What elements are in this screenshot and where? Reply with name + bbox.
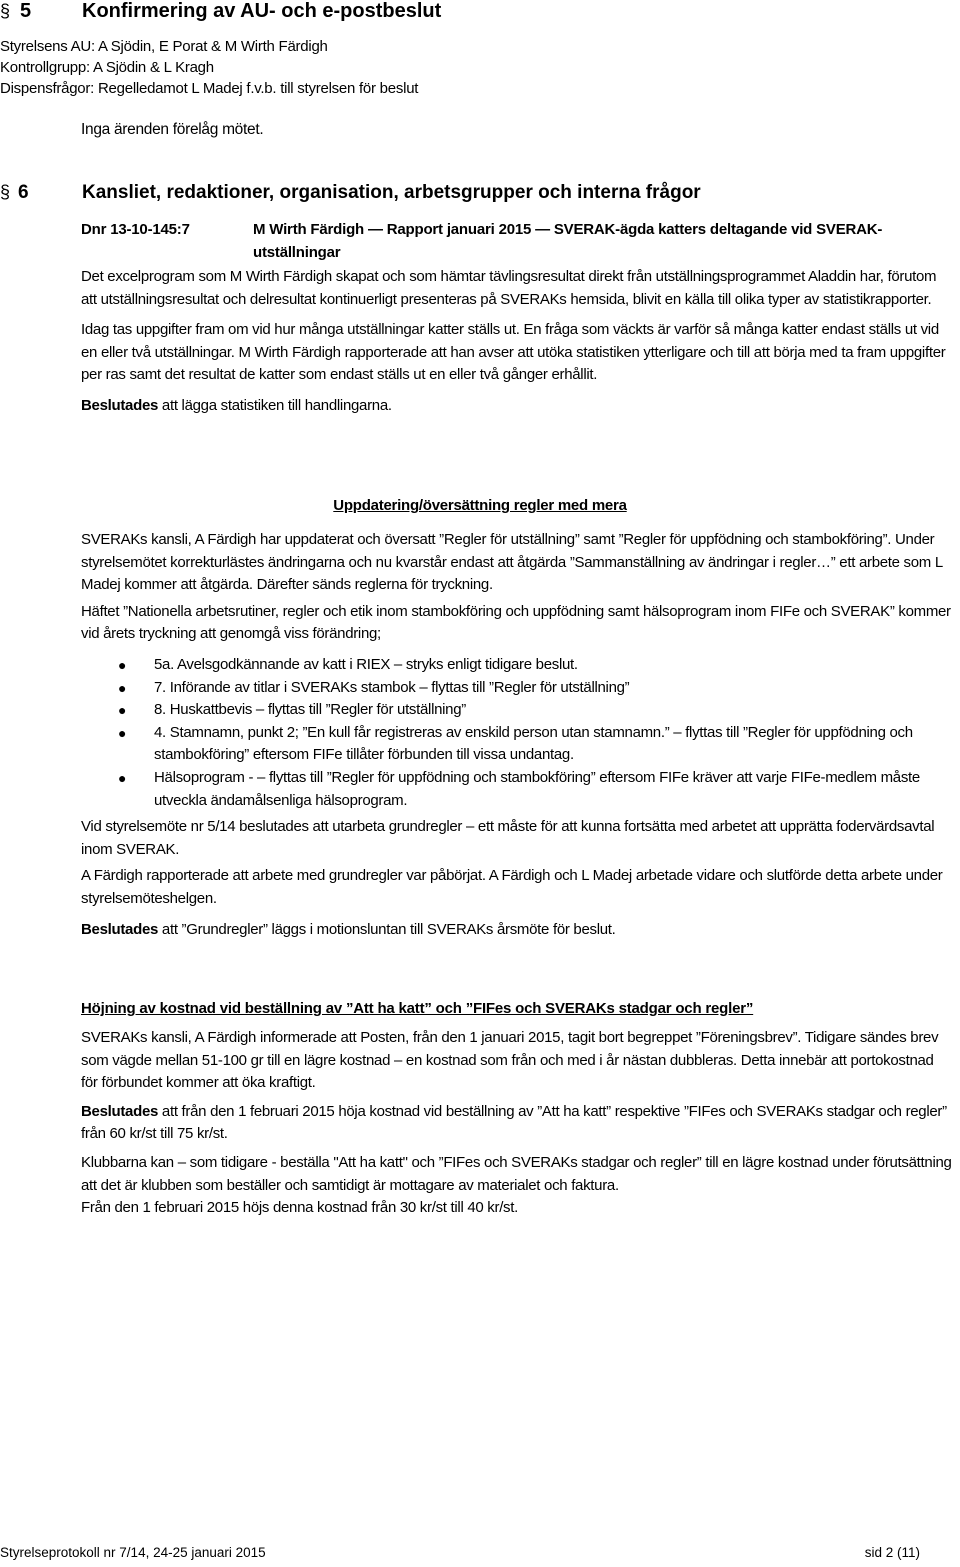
section-5-meta [0,36,418,99]
paragraph: SVERAKs kansli, A Färdigh har uppdaterat och översatt ”Regler för utställning” samt ”Regler för uppfödning och stambokföring”. Under styrelsemötet korrekturlästes ändringarna och nu kvarstår endast att åtgärda ”Sammanställning av ändringar i regler…” ett arbete som L Madej kommer att åtgärda. Därefter sänds reglerna för tryckning. [81,531,943,594]
update-title: Uppdatering/översättning regler med mera [333,497,627,514]
list-item [81,654,953,677]
decision-paragraph [81,395,953,418]
section-number: 5 [20,0,32,22]
list-item [81,677,953,700]
list-item-text: 5a. Avelsgodkännande av katt i RIEX – stryks enligt tidigare beslut. [154,655,578,673]
paragraph: SVERAKs kansli, A Färdigh informerade att Posten, från den 1 januari 2015, tagit bort begreppet ”Föreningsbrev”. Tidigare sändes brev som vägde mellan 51-100 gr till en lägre kostnad – en kostnad som från och med i år nästan dubbleras. Detta innebär att portokostnad för förbundet kommer att öka kraftigt. [81,1029,939,1092]
meta-line: Dispensfrågor: Regelledamot L Madej f.v.b. till styrelsen för beslut [0,80,419,97]
decision-text: att från den 1 februari 2015 höja kostnad vid beställning av ”Att ha katt” respektive ”FIFes och SVERAKs stadgar och regler” från 60 kr/st till 75 kr/st. [81,1102,947,1143]
list-item [81,767,953,812]
section-number: 6 [18,182,29,203]
decision-text: att ”Grundregler” läggs i motionsluntan till SVERAKs årsmöte för beslut. [158,920,616,938]
bullet-icon: ● [118,656,127,673]
change-list [81,654,953,812]
list-item-text: 8. Huskattbevis – flyttas till ”Regler för utställning” [154,701,466,719]
section-title: Kansliet, redaktioner, organisation, arbetsgrupper och interna frågor [82,182,701,203]
list-item [81,699,953,722]
bullet-icon: ● [118,769,127,786]
paragraph: Klubbarna kan – som tidigare - beställa "Att ha katt" och ”FIFes och SVERAKs stadgar och regler” till en lägre kostnad under förutsättning att det är klubben som beställer och samtidigt är mottagare av materialet och faktura. [81,1153,952,1194]
case-number: Dnr 13-10-145:7 [81,221,190,238]
cost-body [81,1027,953,1220]
bullet-icon: ● [118,702,127,719]
decision-label: Beslutades [81,396,159,414]
section-5-heading [0,0,441,23]
section-6-heading [0,181,701,204]
list-item-text: 4. Stamnamn, punkt 2; ”En kull får registreras av enskild person utan stamnamn.” – flyttas till ”Regler för uppfödning och stambokföring” eftersom FIFe tillåter förbunden till vissa undantag. [154,723,913,764]
list-item-text: Hälsoprogram - – flyttas till ”Regler för uppfödning och stambokföring” eftersom FIFe kräver att varje FIFe-medlem måste utveckla ändamålsenliga hälsoprogram. [154,768,920,809]
footer-protocol: Styrelseprotokoll nr 7/14, 24-25 januari 2015 [0,1545,266,1560]
list-item-text: 7. Införande av titlar i SVERAKs stambok – flyttas till ”Regler för utställning” [154,678,630,696]
meta-line: Styrelsens AU: A Sjödin, E Porat & M Wirth Färdigh [0,38,328,55]
paragraph: Häftet ”Nationella arbetsrutiner, regler och etik inom stambokföring och uppfödning samt hälsoprogram inom FIFe och SVERAK” kommer vid årets tryckning att genomgå viss förändring; [81,602,951,643]
bullet-icon: ● [118,679,127,696]
decision-label: Beslutades [81,920,159,938]
paragraph-symbol: § [0,182,11,202]
paragraph: Det excelprogram som M Wirth Färdigh skapat och som hämtar tävlingsresultat direkt från utställningsprogrammet Aladdin har, förutom att utställningsresultat och delresultat kontinuerligt presenteras på SVERAKs hemsida, blivit en källa till olika typer av statistikrapporter. [81,268,937,308]
section-title: Konfirmering av AU- och e-postbeslut [82,0,442,22]
decision-paragraph [81,1101,953,1146]
list-item [81,722,953,767]
decision-label: Beslutades [81,1102,159,1120]
meta-line: Kontrollgrupp: A Sjödin & L Kragh [0,59,214,76]
decision-paragraph [81,919,953,942]
decision-text: att lägga statistiken till handlingarna. [158,396,392,414]
paragraph: Från den 1 februari 2015 höjs denna kostnad från 30 kr/st till 40 kr/st. [81,1199,518,1217]
paragraph: A Färdigh rapporterade att arbete med grundregler var påbörjat. A Färdigh och L Madej arbetade vidare och slutförde detta arbete under styrelsemöteshelgen. [81,867,943,907]
cost-title: Höjning av kostnad vid beställning av ”Att ha katt” och ”FIFes och SVERAKs stadgar och regler” [81,1000,754,1017]
section-5-body: Inga ärenden förelåg mötet. [81,121,264,138]
paragraph: Idag tas uppgifter fram om vid hur många utställningar katter ställs ut. En fråga som väckts är varför så många katter endast ställs ut vid en eller två utställningar. M Wirth Färdigh rapporterade att han avser att utöka statistiken ytterligare och till att börja med ta fram uppgifter per ras samt det resultat de katter som endast ställs ut en eller två gånger erhållit. [81,321,946,384]
section-6-body [81,266,953,418]
paragraph-symbol: § [0,1,11,21]
footer-page-number: sid 2 (11) [864,1545,920,1560]
case-title: M Wirth Färdigh — Rapport januari 2015 — SVERAK-ägda katters deltagande vid SVERAK-utställningar [253,221,883,261]
bullet-icon: ● [118,724,127,741]
paragraph: Vid styrelsemöte nr 5/14 beslutades att utarbeta grundregler – ett måste för att kunna fortsätta med arbetet att upprätta fodervärdsavtal inom SVERAK. [81,818,935,858]
update-body [81,529,953,941]
